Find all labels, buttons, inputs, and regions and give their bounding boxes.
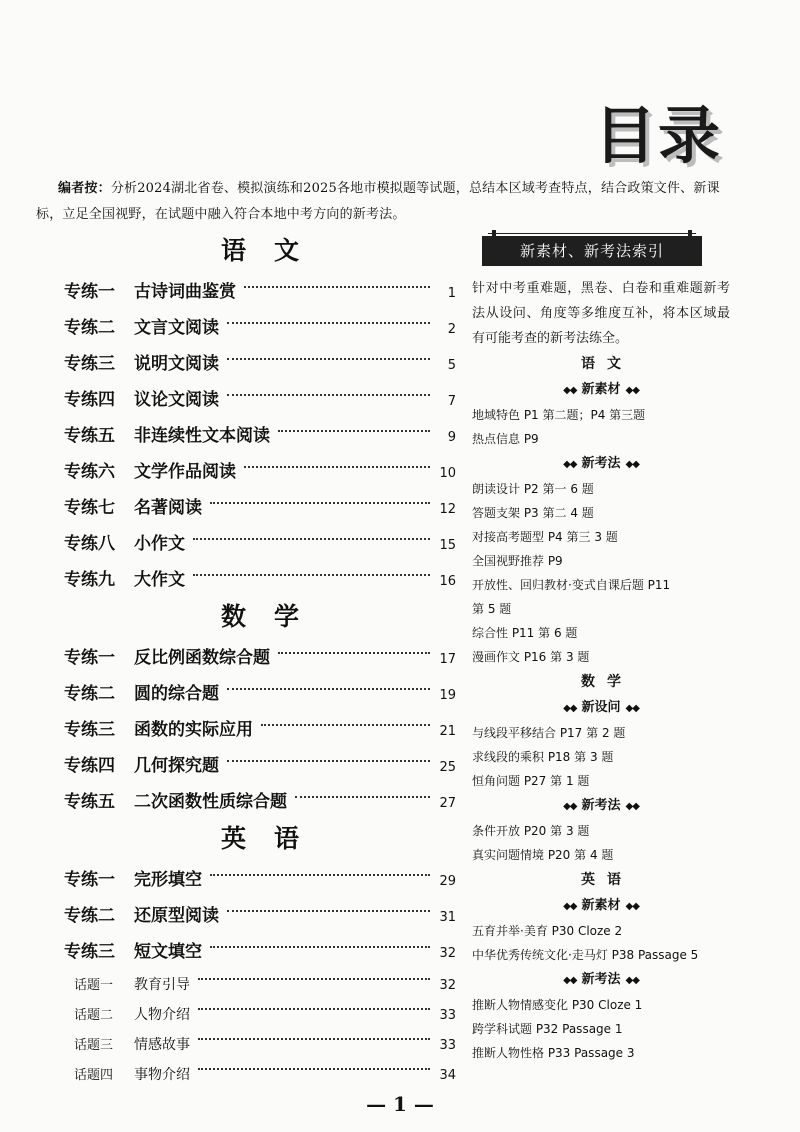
entry-code: 专练二 bbox=[64, 684, 115, 704]
toc-entry[interactable] bbox=[64, 490, 456, 526]
entry-code: 专练七 bbox=[64, 498, 115, 518]
entry-page-number: 32 bbox=[439, 946, 456, 961]
entry-title: 事物介绍 bbox=[134, 1067, 190, 1083]
index-category-heading bbox=[472, 451, 730, 477]
entry-code: 专练三 bbox=[64, 720, 115, 740]
index-section-chinese bbox=[472, 351, 730, 669]
dot-leader bbox=[210, 502, 430, 504]
diamond-icon: ◆◆ bbox=[563, 901, 577, 912]
diamond-icon: ◆◆ bbox=[563, 975, 577, 986]
index-subject-heading: 语文 bbox=[581, 356, 633, 372]
toc-entry[interactable] bbox=[64, 934, 456, 970]
dot-leader bbox=[227, 394, 430, 396]
entry-page-number: 16 bbox=[439, 574, 456, 589]
index-item: 综合性 P11 第 6 题 bbox=[472, 626, 578, 640]
index-category-label: 新考法 bbox=[581, 798, 621, 813]
entry-title: 二次函数性质综合题 bbox=[134, 792, 287, 812]
index-subject-heading: 数学 bbox=[581, 674, 633, 690]
toc-entry[interactable] bbox=[64, 418, 456, 454]
index-item: 推断人物情感变化 P30 Cloze 1 bbox=[472, 998, 643, 1012]
toc-entry[interactable] bbox=[64, 784, 456, 820]
toc-entry[interactable] bbox=[64, 640, 456, 676]
index-item: 与线段平移结合 P17 第 2 题 bbox=[472, 726, 626, 740]
toc-entry[interactable] bbox=[64, 676, 456, 712]
entry-page-number: 29 bbox=[439, 874, 456, 889]
diamond-icon: ◆◆ bbox=[563, 385, 577, 396]
diamond-icon: ◆◆ bbox=[625, 459, 639, 470]
entry-page-number: 7 bbox=[447, 394, 456, 409]
index-item: 真实问题情境 P20 第 4 题 bbox=[472, 848, 614, 862]
entry-page-number: 1 bbox=[447, 286, 456, 301]
dot-leader bbox=[198, 1038, 430, 1040]
index-category-heading bbox=[472, 377, 730, 403]
entry-code: 专练四 bbox=[64, 390, 115, 410]
toc-entry[interactable] bbox=[64, 310, 456, 346]
entry-page-number: 2 bbox=[447, 322, 456, 337]
toc-topic-entry[interactable] bbox=[64, 1000, 456, 1030]
entry-code: 话题一 bbox=[74, 978, 114, 993]
diamond-icon: ◆◆ bbox=[563, 703, 577, 714]
dot-leader bbox=[193, 574, 430, 576]
entry-code: 专练三 bbox=[64, 354, 115, 374]
entry-code: 专练一 bbox=[64, 870, 115, 890]
entry-title: 圆的综合题 bbox=[134, 684, 219, 704]
entry-code: 专练四 bbox=[64, 756, 115, 776]
entry-page-number: 33 bbox=[439, 1008, 456, 1023]
entry-title: 教育引导 bbox=[134, 977, 190, 993]
index-item: 漫画作文 P16 第 3 题 bbox=[472, 650, 590, 664]
toc-list-english bbox=[64, 862, 456, 970]
entry-title: 情感故事 bbox=[134, 1037, 190, 1053]
index-item: 五育并举·美育 P30 Cloze 2 bbox=[472, 924, 623, 938]
entry-code: 专练八 bbox=[64, 534, 115, 554]
dot-leader bbox=[261, 724, 430, 726]
page-title: 目录 bbox=[593, 99, 722, 172]
entry-code: 专练五 bbox=[64, 426, 115, 446]
entry-title: 几何探究题 bbox=[134, 756, 219, 776]
entry-code: 话题二 bbox=[74, 1008, 114, 1023]
index-item: 跨学科试题 P32 Passage 1 bbox=[472, 1022, 623, 1036]
subject-heading-chinese: 语文 bbox=[220, 236, 327, 265]
index-category-heading bbox=[472, 893, 730, 919]
index-item: 恒角问题 P27 第 1 题 bbox=[472, 774, 590, 788]
diamond-icon: ◆◆ bbox=[625, 901, 639, 912]
diamond-icon: ◆◆ bbox=[625, 975, 639, 986]
diamond-icon: ◆◆ bbox=[625, 703, 639, 714]
diamond-icon: ◆◆ bbox=[625, 801, 639, 812]
dot-leader bbox=[198, 1068, 430, 1070]
index-intro: 针对中考重难题，黑卷、白卷和重难题新考法从设问、角度等多维度互补，将本区域最有可能考查的新考法练全。 bbox=[472, 281, 730, 346]
toc-entry[interactable] bbox=[64, 862, 456, 898]
subject-heading-math: 数学 bbox=[220, 602, 327, 631]
entry-code: 专练二 bbox=[64, 906, 115, 926]
toc-entry[interactable] bbox=[64, 898, 456, 934]
index-category-label: 新素材 bbox=[581, 898, 621, 913]
toc-entry[interactable] bbox=[64, 712, 456, 748]
dot-leader bbox=[193, 538, 430, 540]
toc-entry[interactable] bbox=[64, 382, 456, 418]
index-category-heading bbox=[472, 695, 730, 721]
editor-note-text: 分析2024湖北省卷、模拟演练和2025各地市模拟题等试题，总结本区域考查特点，结合政策文件、新课标，立足全国视野，在试题中融入符合本地中考方向的新考法。 bbox=[36, 181, 720, 222]
entry-title: 文学作品阅读 bbox=[134, 462, 236, 482]
toc-column bbox=[64, 232, 456, 1090]
entry-code: 专练一 bbox=[64, 648, 115, 668]
entry-title: 说明文阅读 bbox=[134, 354, 219, 374]
entry-code: 话题四 bbox=[74, 1068, 114, 1083]
toc-entry[interactable] bbox=[64, 562, 456, 598]
index-category-label: 新素材 bbox=[581, 382, 621, 397]
toc-entry[interactable] bbox=[64, 748, 456, 784]
dot-leader bbox=[244, 286, 430, 288]
entry-page-number: 12 bbox=[439, 502, 456, 517]
index-category-label: 新考法 bbox=[581, 456, 621, 471]
toc-list-english-topics bbox=[64, 970, 456, 1090]
entry-code: 专练五 bbox=[64, 792, 115, 812]
dot-leader bbox=[278, 430, 430, 432]
dot-leader bbox=[244, 466, 430, 468]
index-item: 答题支架 P3 第二 4 题 bbox=[472, 506, 594, 520]
entry-page-number: 27 bbox=[439, 796, 456, 811]
toc-list-math bbox=[64, 640, 456, 820]
entry-title: 议论文阅读 bbox=[134, 390, 219, 410]
entry-title: 短文填空 bbox=[134, 942, 202, 962]
entry-title: 古诗词曲鉴赏 bbox=[134, 282, 236, 302]
index-item: 朗读设计 P2 第一 6 题 bbox=[472, 482, 594, 496]
dot-leader bbox=[210, 874, 430, 876]
entry-page-number: 31 bbox=[439, 910, 456, 925]
dot-leader bbox=[210, 946, 430, 948]
editor-note bbox=[36, 176, 736, 228]
index-item: 第 5 题 bbox=[472, 602, 512, 616]
dot-leader bbox=[278, 652, 430, 654]
toc-entry[interactable] bbox=[64, 274, 456, 310]
index-subject-heading: 英语 bbox=[581, 872, 633, 888]
index-item: 求线段的乘积 P18 第 3 题 bbox=[472, 750, 614, 764]
entry-page-number: 15 bbox=[439, 538, 456, 553]
entry-page-number: 21 bbox=[439, 724, 456, 739]
entry-code: 专练六 bbox=[64, 462, 115, 482]
diamond-icon: ◆◆ bbox=[563, 801, 577, 812]
entry-page-number: 19 bbox=[439, 688, 456, 703]
index-section-english bbox=[472, 867, 730, 1065]
dot-leader bbox=[295, 796, 430, 798]
index-banner bbox=[482, 236, 702, 266]
index-category-heading bbox=[472, 793, 730, 819]
entry-title: 完形填空 bbox=[134, 870, 202, 890]
index-item: 中华优秀传统文化·走马灯 P38 Passage 5 bbox=[472, 948, 699, 962]
dot-leader bbox=[227, 322, 430, 324]
entry-page-number: 17 bbox=[439, 652, 456, 667]
toc-topic-entry[interactable] bbox=[64, 1030, 456, 1060]
index-item: 地域特色 P1 第二题；P4 第三题 bbox=[472, 408, 646, 422]
index-item: 条件开放 P20 第 3 题 bbox=[472, 824, 590, 838]
index-item: 全国视野推荐 P9 bbox=[472, 554, 563, 568]
entry-code: 专练一 bbox=[64, 282, 115, 302]
entry-code: 专练九 bbox=[64, 570, 115, 590]
page-number: — 1 — bbox=[366, 1092, 434, 1116]
entry-page-number: 9 bbox=[447, 430, 456, 445]
dot-leader bbox=[198, 978, 430, 980]
index-banner-label: 新素材、新考法索引 bbox=[519, 242, 664, 260]
editor-note-label: 编者按： bbox=[58, 181, 111, 196]
index-item: 对接高考题型 P4 第三 3 题 bbox=[472, 530, 618, 544]
toc-list-chinese bbox=[64, 274, 456, 598]
dot-leader bbox=[227, 760, 430, 762]
index-item: 开放性、回归教材·变式自课后题 P11 bbox=[472, 578, 671, 592]
toc-entry[interactable] bbox=[64, 346, 456, 382]
entry-code: 话题三 bbox=[74, 1038, 114, 1053]
diamond-icon: ◆◆ bbox=[563, 459, 577, 470]
dot-leader bbox=[227, 910, 430, 912]
index-category-label: 新考法 bbox=[581, 972, 621, 987]
index-item: 推断人物性格 P33 Passage 3 bbox=[472, 1046, 635, 1060]
index-item: 热点信息 P9 bbox=[472, 432, 539, 446]
index-sidebar bbox=[472, 232, 730, 1065]
toc-entry[interactable] bbox=[64, 454, 456, 490]
entry-page-number: 25 bbox=[439, 760, 456, 775]
subject-heading-english: 英语 bbox=[220, 824, 327, 853]
toc-topic-entry[interactable] bbox=[64, 1060, 456, 1090]
entry-page-number: 10 bbox=[439, 466, 456, 481]
index-category-label: 新设问 bbox=[581, 700, 621, 715]
dot-leader bbox=[227, 688, 430, 690]
entry-title: 文言文阅读 bbox=[134, 318, 219, 338]
toc-topic-entry[interactable] bbox=[64, 970, 456, 1000]
entry-title: 名著阅读 bbox=[134, 498, 202, 518]
entry-title: 大作文 bbox=[134, 570, 185, 590]
entry-title: 还原型阅读 bbox=[134, 906, 219, 926]
entry-title: 小作文 bbox=[134, 534, 185, 554]
entry-title: 人物介绍 bbox=[134, 1007, 190, 1023]
dot-leader bbox=[227, 358, 430, 360]
entry-title: 函数的实际应用 bbox=[134, 720, 253, 740]
entry-page-number: 5 bbox=[447, 358, 456, 373]
entry-code: 专练三 bbox=[64, 942, 115, 962]
entry-code: 专练二 bbox=[64, 318, 115, 338]
entry-page-number: 33 bbox=[439, 1038, 456, 1053]
toc-entry[interactable] bbox=[64, 526, 456, 562]
entry-page-number: 32 bbox=[439, 978, 456, 993]
index-section-math bbox=[472, 669, 730, 867]
dot-leader bbox=[198, 1008, 430, 1010]
entry-title: 非连续性文本阅读 bbox=[134, 426, 270, 446]
diamond-icon: ◆◆ bbox=[625, 385, 639, 396]
entry-page-number: 34 bbox=[439, 1068, 456, 1083]
entry-title: 反比例函数综合题 bbox=[134, 648, 270, 668]
index-category-heading bbox=[472, 967, 730, 993]
